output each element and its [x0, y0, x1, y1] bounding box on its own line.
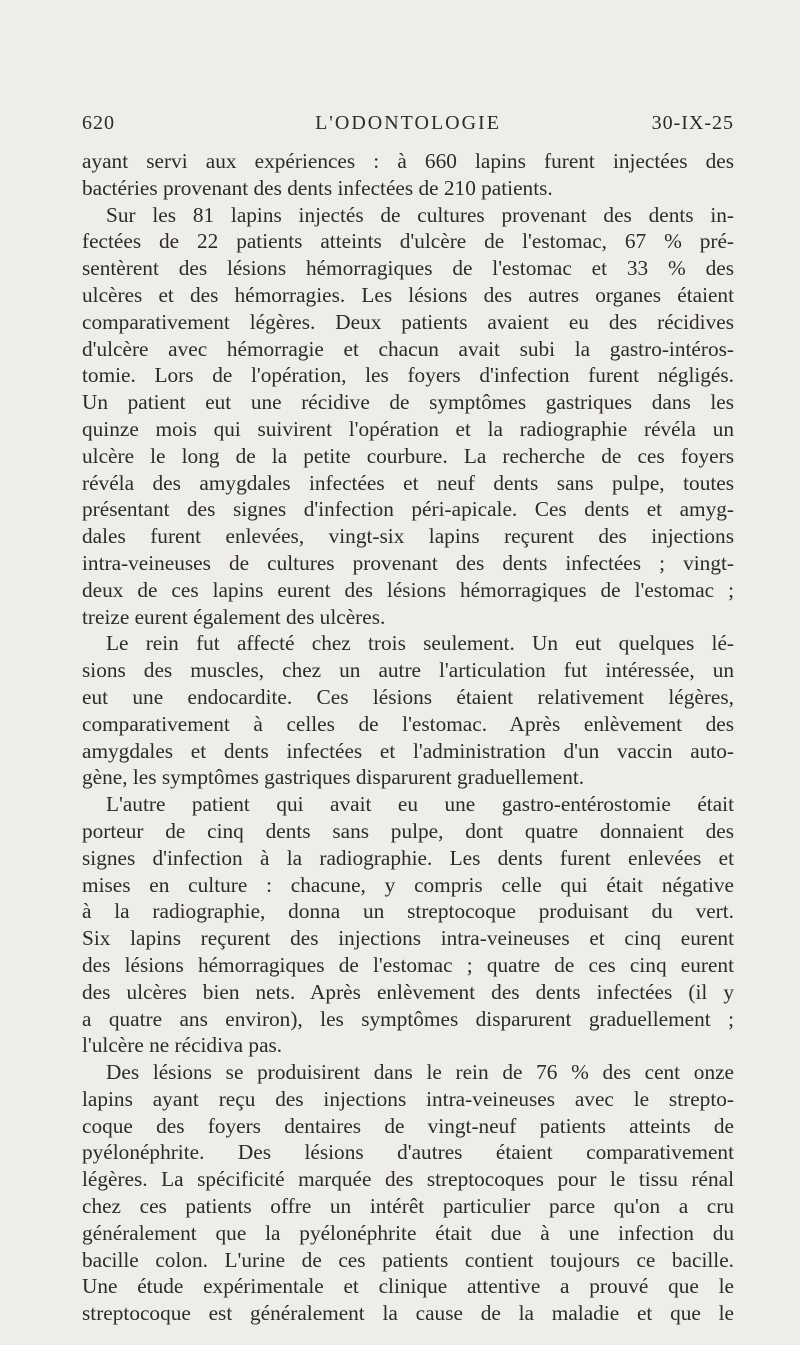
- text-line: des lésions hémorragiques de l'estomac ; quatre de ces cinq eurent: [82, 952, 734, 977]
- text-line: à la radiographie, donna un streptocoque produisant du vert.: [82, 899, 734, 924]
- text-line: signes d'infection à la radiographie. Les dents furent enlevées et: [82, 845, 734, 870]
- text-line: tomie. Lors de l'opération, les foyers d'infection furent négligés.: [82, 363, 734, 388]
- text-line: Un patient eut une récidive de symptômes gastriques dans les: [82, 390, 734, 415]
- text-line: ulcères et des hémorragies. Les lésions des autres organes étaient: [82, 282, 734, 307]
- text-line: généralement que la pyélonéphrite était due à une infection du: [82, 1220, 734, 1245]
- body-text: [82, 148, 734, 1327]
- text-line: lapins ayant reçu des injections intra-veineuses avec le strepto-: [82, 1086, 734, 1111]
- text-line: fectées de 22 patients atteints d'ulcère de l'estomac, 67 % pré-: [82, 229, 734, 254]
- text-line: Six lapins reçurent des injections intra-veineuses et cinq eurent: [82, 926, 734, 951]
- text-line: ulcère le long de la petite courbure. La recherche de ces foyers: [82, 443, 734, 468]
- text-line: gène, les symptômes gastriques disparurent graduellement.: [82, 765, 585, 790]
- running-title: L'ODONTOLOGIE: [315, 112, 501, 134]
- text-line: porteur de cinq dents sans pulpe, dont quatre donnaient des: [82, 818, 734, 843]
- text-line: eut une endocardite. Ces lésions étaient relativement légères,: [82, 684, 734, 709]
- text-line: comparativement à celles de l'estomac. Après enlèvement des: [82, 711, 734, 736]
- text-line: des ulcères bien nets. Après enlèvement des dents infectées (il y: [82, 979, 734, 1004]
- text-line: L'autre patient qui avait eu une gastro-entérostomie était: [106, 792, 734, 817]
- text-line: ayant servi aux expériences : à 660 lapins furent injectées des: [82, 149, 734, 173]
- text-line: Le rein fut affecté chez trois seulement. Un eut quelques lé-: [106, 631, 734, 656]
- text-line: Sur les 81 lapins injectés de cultures provenant des dents in-: [106, 202, 734, 227]
- text-line: bactéries provenant des dents infectées de 210 patients.: [82, 175, 553, 200]
- text-line: révéla des amygdales infectées et neuf dents sans pulpe, toutes: [82, 470, 734, 495]
- text-line: intra-veineuses de cultures provenant des dents infectées ; vingt-: [82, 550, 734, 575]
- text-line: treize eurent également des ulcères.: [82, 604, 386, 629]
- text-line: coque des foyers dentaires de vingt-neuf patients atteints de: [82, 1113, 734, 1138]
- text-line: sentèrent des lésions hémorragiques de l'estomac et 33 % des: [82, 256, 734, 281]
- text-line: d'ulcère avec hémorragie et chacun avait subi la gastro-intéros-: [82, 336, 734, 361]
- text-line: a quatre ans environ), les symptômes disparurent graduellement ;: [82, 1006, 734, 1031]
- text-line: deux de ces lapins eurent des lésions hémorragiques de l'estomac ;: [82, 577, 734, 602]
- text-line: pyélonéphrite. Des lésions d'autres étaient comparativement: [82, 1140, 734, 1165]
- page-number: 620: [82, 112, 115, 134]
- text-line: l'ulcère ne récidiva pas.: [82, 1033, 283, 1058]
- text-line: comparativement légères. Deux patients avaient eu des récidives: [82, 309, 734, 334]
- text-line: légères. La spécificité marquée des streptocoques pour le tissu rénal: [82, 1167, 734, 1192]
- issue-date: 30-IX-25: [651, 112, 734, 134]
- text-line: bacille colon. L'urine de ces patients contient toujours ce bacille.: [82, 1247, 734, 1272]
- text-line: mises en culture : chacune, y compris celle qui était négative: [82, 872, 734, 897]
- text-line: chez ces patients offre un intérêt particulier parce qu'on a cru: [82, 1194, 734, 1219]
- text-line: streptocoque est généralement la cause de la maladie et que le: [82, 1301, 734, 1326]
- text-line: sions des muscles, chez un autre l'articulation fut intéressée, un: [82, 658, 734, 683]
- running-header: [82, 112, 734, 142]
- text-line: Des lésions se produisirent dans le rein de 76 % des cent onze: [106, 1060, 734, 1085]
- text-line: dales furent enlevées, vingt-six lapins reçurent des injections: [82, 524, 734, 549]
- text-line: présentant des signes d'infection péri-apicale. Ces dents et amyg-: [82, 497, 734, 522]
- text-line: amygdales et dents infectées et l'administration d'un vaccin auto-: [82, 738, 734, 763]
- text-line: quinze mois qui suivirent l'opération et la radiographie révéla un: [82, 416, 734, 441]
- text-line: Une étude expérimentale et clinique attentive a prouvé que le: [82, 1274, 734, 1299]
